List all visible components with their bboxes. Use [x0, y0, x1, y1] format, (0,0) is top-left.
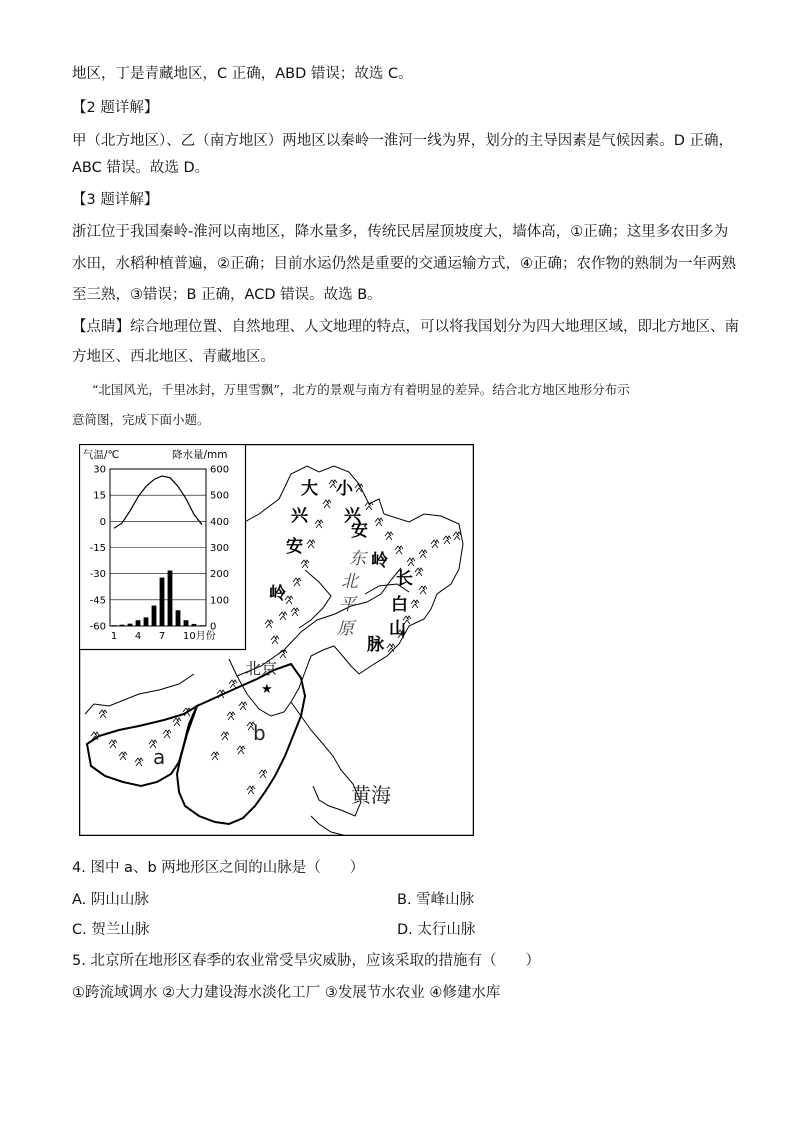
precip-bar [136, 620, 141, 626]
x-tick-label: 1 [110, 631, 118, 642]
left-tick-label: -30 [89, 569, 106, 581]
plain-char-2: 北 [341, 572, 358, 592]
left-tick-label: 30 [93, 464, 106, 476]
section-heading-q3: 【3 题详解】 [72, 192, 159, 208]
dxal-char-4: 岭 [269, 584, 286, 604]
text-line-6: 浙江位于我国秦岭-淮河以南地区，降水量多，传统民居屋顶坡度大，墙体高，①正确；这里多农田多为 [72, 224, 729, 240]
q4-option-a: A. 阴山山脉 [72, 892, 149, 908]
precip-bar [120, 625, 125, 626]
climate-left-axis-label: 气温/℃ [83, 449, 120, 461]
precip-bar [192, 624, 197, 626]
left-tick-label: 15 [93, 490, 106, 502]
question-5-statements: ①跨流域调水 ②大力建设海水淡化工厂 ③发展节水农业 ④修建水库 [72, 985, 501, 1001]
xxal-char-4: 岭 [371, 551, 388, 571]
dxal-char-2: 兴 [291, 506, 308, 526]
left-tick-label: -15 [89, 543, 106, 554]
region-b-label: b [253, 721, 266, 745]
dxal-char-1: 大 [301, 479, 318, 499]
cbs-char-4: 脉 [367, 635, 384, 655]
yellow-sea-label: 黄海 [351, 783, 391, 807]
tip-line-1: 【点睛】综合地理位置、自然地理、人文地理的特点，可以将我国划分为四大地理区域，即北方地区、南 [72, 319, 739, 335]
q4-option-b: B. 雪峰山脉 [397, 892, 475, 908]
right-tick-label: 100 [210, 595, 230, 607]
cbs-char-2: 白 [391, 595, 408, 615]
xxal-char-2: 兴 [344, 506, 361, 526]
precip-bar [176, 610, 181, 626]
climate-right-axis-label: 降水量/mm [172, 449, 228, 461]
right-tick-label: 0 [210, 621, 217, 633]
precip-bar [152, 606, 157, 626]
text-line-7: 水田，水稻种植普遍，②正确；目前水运仍然是重要的交通运输方式，④正确；农作物的熟制为一年两熟 [72, 256, 736, 272]
question-5-stem: 5. 北京所在地形区春季的农业常受旱灾威胁，应该采取的措施有（ ） [72, 953, 540, 969]
precip-bar [144, 617, 149, 626]
climate-chart-inset [80, 445, 246, 650]
x-tick-label: 10月份 [183, 631, 216, 642]
dxal-char-3: 安 [286, 537, 303, 557]
caption-line-2: 意简图，完成下面小题。 [72, 412, 210, 427]
left-tick-label: -45 [89, 595, 106, 607]
beijing-star-icon: ★ [261, 682, 273, 697]
precip-bar [168, 571, 173, 626]
plain-char-4: 原 [337, 619, 354, 639]
text-line-3: 甲（北方地区）、乙（南方地区）两地区以秦岭一淮河一线为界，划分的主导因素是气候因素。D 正确， [72, 133, 734, 149]
plain-char-3: 平 [339, 595, 356, 615]
precip-bar [112, 625, 117, 626]
cbs-char-1: 长 [396, 569, 413, 589]
section-heading-q2: 【2 题详解】 [72, 100, 159, 116]
region-a-label: a [153, 745, 166, 769]
text-line-1: 地区，丁是青藏地区，C 正确，ABD 错误；故选 C。 [72, 66, 413, 82]
right-tick-label: 500 [210, 490, 230, 502]
cbs-char-3: 山 [389, 619, 406, 639]
right-tick-label: 600 [210, 464, 230, 476]
precip-bar [184, 620, 189, 626]
tip-line-2: 方地区、西北地区、青藏地区。 [72, 349, 275, 365]
north-china-terrain-map [79, 444, 474, 836]
right-tick-label: 300 [210, 543, 230, 554]
left-tick-label: -60 [89, 621, 106, 633]
xxal-char-1: 小 [336, 479, 353, 499]
text-line-8: 至三熟，③错误；B 正确，ACD 错误。故选 B。 [72, 287, 382, 303]
precip-bar [128, 624, 133, 626]
x-tick-label: 7 [158, 631, 166, 642]
xxal-char-3: 安 [351, 521, 368, 541]
x-tick-label: 4 [134, 631, 142, 642]
question-4-stem: 4. 图中 a、b 两地形区之间的山脉是（ ） [72, 860, 365, 876]
left-tick-label: 0 [99, 516, 106, 528]
q4-option-d: D. 太行山脉 [397, 922, 476, 938]
beijing-label: 北京 [245, 659, 278, 678]
right-tick-label: 200 [210, 569, 230, 581]
text-line-4: ABC 错误。故选 D。 [72, 160, 210, 176]
precip-bar [160, 578, 165, 626]
right-tick-label: 400 [210, 516, 230, 528]
q4-option-c: C. 贺兰山脉 [72, 922, 150, 938]
caption-line-1: “北国风光，千里冰封，万里雪飘”，北方的景观与南方有着明显的差异。结合北方地区地形分布示 [92, 382, 630, 397]
plain-char-1: 东 [349, 549, 366, 569]
precip-bar [200, 625, 205, 626]
